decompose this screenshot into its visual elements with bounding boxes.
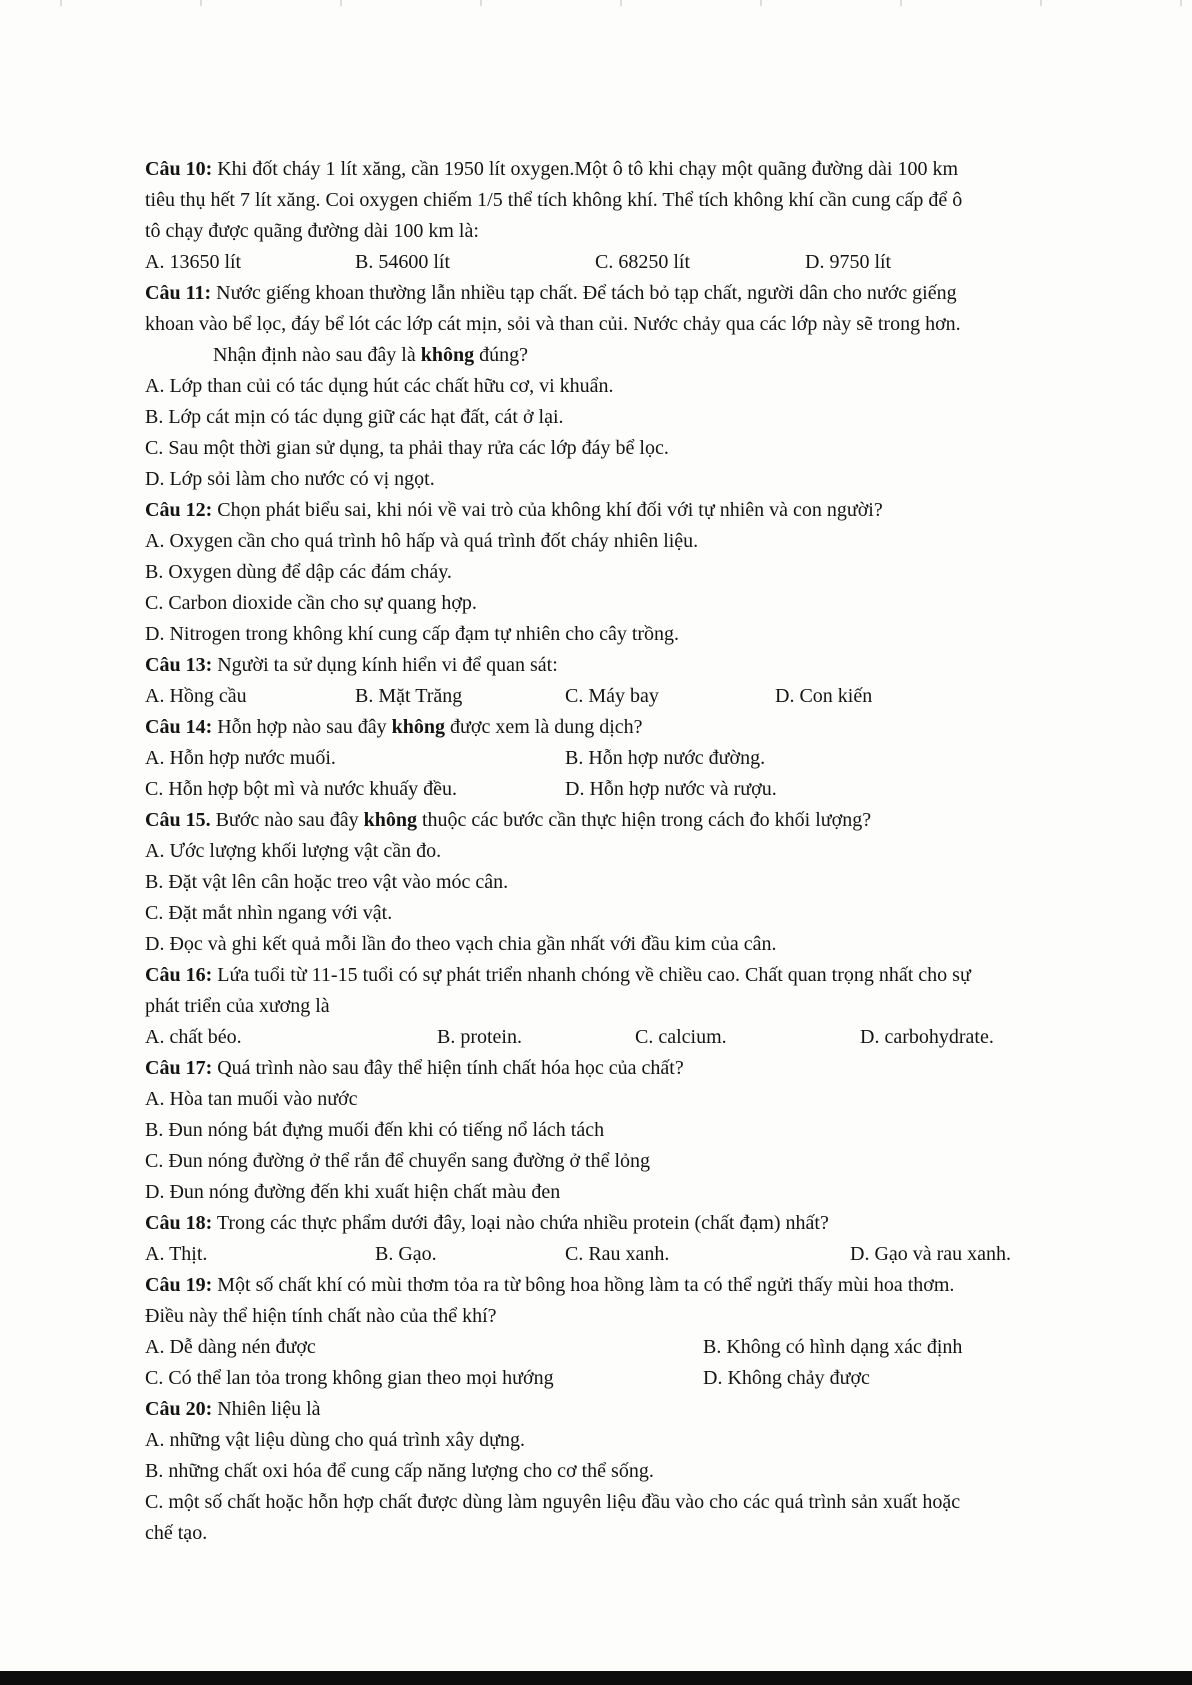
q19-text: Một số chất khí có mùi thơm tỏa ra từ bông hoa hồng làm ta có thể ngửi thấy mùi hoa thơm. <box>212 1274 955 1296</box>
q17-option-b: B. Đun nóng bát đựng muối đến khi có tiếng nổ lách tách <box>145 1119 605 1141</box>
q13-option-b: B. Mặt Trăng <box>355 685 463 707</box>
q10-label: Câu 10: <box>145 158 213 180</box>
q14-option-d: D. Hỗn hợp nước và rượu. <box>565 778 777 800</box>
q10-stem-line-3: tô chạy được quãng đường dài 100 km là: <box>145 220 479 242</box>
q14-options-row-2 <box>145 774 1130 805</box>
q17-text: Quá trình nào sau đây thể hiện tính chất hóa học của chất? <box>212 1057 684 1079</box>
q19-option-b: B. Không có hình dạng xác định <box>703 1336 963 1358</box>
q11-label: Câu 11: <box>145 282 212 304</box>
q13-option-d: D. Con kiến <box>775 685 873 707</box>
q20-option-c-line-2: chế tạo. <box>145 1522 208 1544</box>
q17-option-c: C. Đun nóng đường ở thể rắn để chuyển sang đường ở thể lỏng <box>145 1150 651 1172</box>
q12-option-d: D. Nitrogen trong không khí cung cấp đạm tự nhiên cho cây trồng. <box>145 623 680 645</box>
q14-stem <box>145 712 1130 743</box>
q19-option-d: D. Không chảy được <box>703 1367 870 1389</box>
q11-text-pre: Nhận định nào sau đây là <box>213 344 421 366</box>
q18-option-b: B. Gạo. <box>375 1243 437 1265</box>
q16-stem-line-2: phát triển của xương là <box>145 995 330 1017</box>
q17-label: Câu 17: <box>145 1057 213 1079</box>
q18-option-a: A. Thịt. <box>145 1243 208 1265</box>
q13-text: Người ta sử dụng kính hiển vi để quan sát: <box>212 654 558 676</box>
q18-label: Câu 18: <box>145 1212 213 1234</box>
q15-option-b: B. Đặt vật lên cân hoặc treo vật vào móc cân. <box>145 871 509 893</box>
q20-option-c-line-1: C. một số chất hoặc hỗn hợp chất được dùng làm nguyên liệu đầu vào cho các quá trình sản xuất hoặc <box>145 1491 961 1513</box>
q14-options-row-1 <box>145 743 1130 774</box>
q10-text: Khi đốt cháy 1 lít xăng, cần 1950 lít oxygen.Một ô tô khi chạy một quãng đường dài 100 km <box>212 158 958 180</box>
q14-option-b: B. Hỗn hợp nước đường. <box>565 747 766 769</box>
q12-label: Câu 12: <box>145 499 213 521</box>
q16-option-a: A. chất béo. <box>145 1026 242 1048</box>
q15-text-post: thuộc các bước cần thực hiện trong cách đo khối lượng? <box>417 809 872 831</box>
q20-option-b: B. những chất oxi hóa để cung cấp năng lượng cho cơ thể sống. <box>145 1460 654 1482</box>
q15-stem <box>145 805 1130 836</box>
q20-option-a: A. những vật liệu dùng cho quá trình xây dựng. <box>145 1429 525 1451</box>
q13-stem <box>145 650 1130 681</box>
q10-options <box>145 247 1130 278</box>
q11-option-c: C. Sau một thời gian sử dụng, ta phải thay rửa các lớp đáy bể lọc. <box>145 437 669 459</box>
q11-option-d: D. Lớp sỏi làm cho nước có vị ngọt. <box>145 468 435 490</box>
q11-stem-line-1 <box>145 278 1130 309</box>
q15-text-pre: Bước nào sau đây <box>210 809 364 831</box>
q12-text: Chọn phát biểu sai, khi nói về vai trò của không khí đối với tự nhiên và con người? <box>212 499 883 521</box>
q10-option-b: B. 54600 lít <box>355 251 451 273</box>
q14-option-c: C. Hỗn hợp bột mì và nước khuấy đều. <box>145 778 457 800</box>
q19-option-a: A. Dễ dàng nén được <box>145 1336 316 1358</box>
q19-label: Câu 19: <box>145 1274 213 1296</box>
q13-option-c: C. Máy bay <box>565 685 659 707</box>
q10-option-c: C. 68250 lít <box>595 251 691 273</box>
q12-option-b: B. Oxygen dùng để dập các đám cháy. <box>145 561 452 583</box>
q14-text-pre: Hỗn hợp nào sau đây <box>212 716 392 738</box>
q15-label: Câu 15. <box>145 809 211 831</box>
q11-stem-line-2: khoan vào bể lọc, đáy bể lót các lớp cát mịn, sỏi và than củi. Nước chảy qua các lớp này sẽ trong hơn. <box>145 313 961 335</box>
q15-text-bold: không <box>363 809 417 831</box>
q11-text-bold: không <box>420 344 475 366</box>
q10-stem-line-1 <box>145 154 1130 185</box>
q11-option-b: B. Lớp cát mịn có tác dụng giữ các hạt đất, cát ở lại. <box>145 406 564 428</box>
q17-stem <box>145 1053 1130 1084</box>
scan-artifact-top <box>0 0 1192 6</box>
q16-stem-line-1 <box>145 960 1130 991</box>
q16-text: Lứa tuổi từ 11-15 tuổi có sự phát triển nhanh chóng về chiều cao. Chất quan trọng nhất cho sự <box>212 964 971 986</box>
q18-option-c: C. Rau xanh. <box>565 1243 670 1265</box>
scan-artifact-bottom <box>0 1671 1192 1685</box>
q14-option-a: A. Hỗn hợp nước muối. <box>145 747 336 769</box>
q19-stem-line-1 <box>145 1270 1130 1301</box>
q16-label: Câu 16: <box>145 964 213 986</box>
q11-text-post: đúng? <box>474 344 528 366</box>
q19-stem-line-2: Điều này thể hiện tính chất nào của thể khí? <box>145 1305 497 1327</box>
q10-option-d: D. 9750 lít <box>805 251 892 273</box>
q18-text: Trong các thực phẩm dưới đây, loại nào chứa nhiều protein (chất đạm) nhất? <box>212 1212 829 1234</box>
question-list <box>145 154 1130 1549</box>
q11-text: Nước giếng khoan thường lẫn nhiều tạp chất. Để tách bỏ tạp chất, người dân cho nước giếng <box>211 282 957 304</box>
q10-option-a: A. 13650 lít <box>145 251 242 273</box>
q11-stem-line-3 <box>145 340 1130 371</box>
q14-text-post: được xem là dung dịch? <box>445 716 643 738</box>
q19-option-c: C. Có thể lan tỏa trong không gian theo mọi hướng <box>145 1367 554 1389</box>
q17-option-a: A. Hòa tan muối vào nước <box>145 1088 358 1110</box>
q14-label: Câu 14: <box>145 716 213 738</box>
q13-options <box>145 681 1130 712</box>
q15-option-c: C. Đặt mắt nhìn ngang với vật. <box>145 902 393 924</box>
q12-stem <box>145 495 1130 526</box>
q10-stem-line-2: tiêu thụ hết 7 lít xăng. Coi oxygen chiếm 1/5 thể tích không khí. Thể tích không khí cần cung cấp để ô <box>145 189 963 211</box>
q11-option-a: A. Lớp than củi có tác dụng hút các chất hữu cơ, vi khuẩn. <box>145 375 614 397</box>
q16-option-b: B. protein. <box>437 1026 522 1048</box>
q12-option-a: A. Oxygen cần cho quá trình hô hấp và quá trình đốt cháy nhiên liệu. <box>145 530 699 552</box>
q18-options <box>145 1239 1130 1270</box>
q17-option-d: D. Đun nóng đường đến khi xuất hiện chất màu đen <box>145 1181 561 1203</box>
q18-stem <box>145 1208 1130 1239</box>
q15-option-a: A. Ước lượng khối lượng vật cần đo. <box>145 840 442 862</box>
q16-option-c: C. calcium. <box>635 1026 727 1048</box>
q15-option-d: D. Đọc và ghi kết quả mỗi lần đo theo vạch chia gần nhất với đầu kim của cân. <box>145 933 777 955</box>
q13-option-a: A. Hồng cầu <box>145 685 247 707</box>
q14-text-bold: không <box>391 716 446 738</box>
q19-options-row-2 <box>145 1363 1130 1394</box>
q20-label: Câu 20: <box>145 1398 213 1420</box>
q19-options-row-1 <box>145 1332 1130 1363</box>
q18-option-d: D. Gạo và rau xanh. <box>850 1243 1012 1265</box>
q20-text: Nhiên liệu là <box>212 1398 321 1420</box>
q12-option-c: C. Carbon dioxide cần cho sự quang hợp. <box>145 592 477 614</box>
q16-options <box>145 1022 1130 1053</box>
q16-option-d: D. carbohydrate. <box>860 1026 994 1048</box>
q13-label: Câu 13: <box>145 654 213 676</box>
q20-stem <box>145 1394 1130 1425</box>
